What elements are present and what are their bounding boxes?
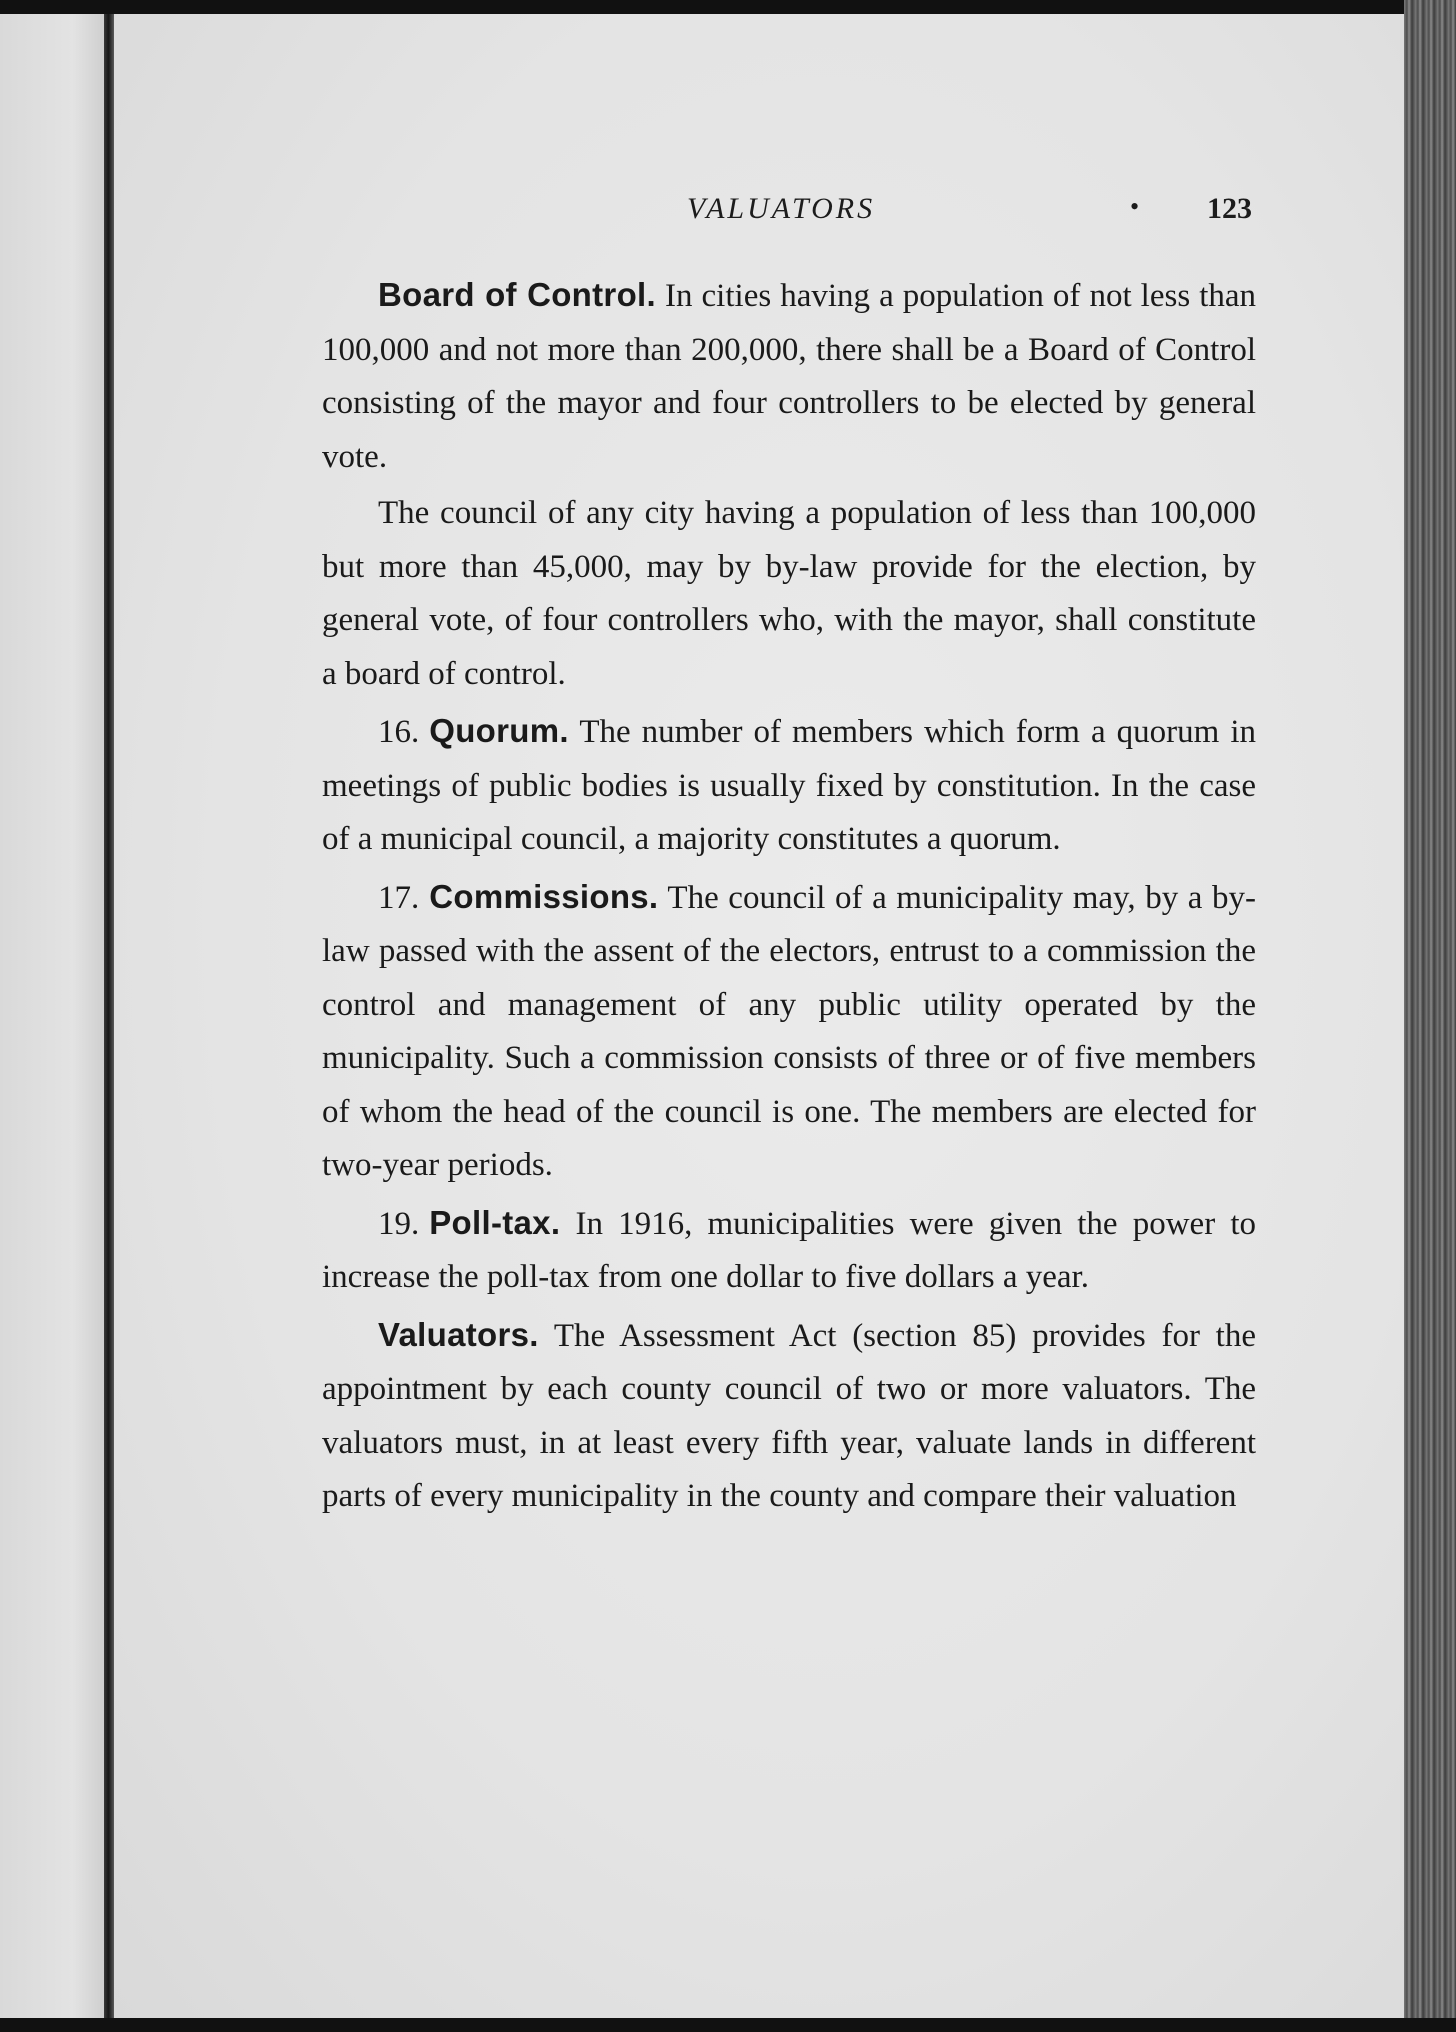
paragraph-text: The number of members which form a quorum in meetings of public bodies is usually fixed by constitution. In the case of a municipal council, a majority constitutes a quorum. <box>322 714 1257 857</box>
page-number: 123 <box>1207 192 1252 225</box>
section-heading: Poll-tax. <box>429 1203 561 1241</box>
paragraph-commissions <box>322 870 1256 1193</box>
section-heading: Board of Control. <box>378 276 656 313</box>
section-heading: Valuators. <box>378 1315 539 1353</box>
section-number: 16. <box>378 714 420 750</box>
paragraph-text: The council of a municipality may, by a by-law passed with the assent of the electors, entrust to a commission the control and management of any public utility operated by the municipality. Such a commission consists of three or of five members of whom the head of the council is one. The members are elected for two-year periods. <box>322 879 1257 1183</box>
running-head-separator: • <box>1130 192 1140 221</box>
section-number: 17. <box>378 879 420 916</box>
book-gutter <box>104 14 114 2018</box>
section-heading: Commissions. <box>429 877 659 915</box>
paragraph-valuators <box>322 1308 1256 1524</box>
paragraph-text: The council of any city having a population of less than 100,000 but more than 45,000, may by by-law provide for the election, by general vote, of four controllers who, with the mayor, shall constitute a board of control. <box>322 495 1256 692</box>
section-number: 19. <box>378 1205 420 1242</box>
running-head-title: VALUATORS <box>687 192 876 225</box>
paragraph-council-board <box>322 487 1256 701</box>
paragraph-text: The Assessment Act (section 85) provides for the appointment by each county council of two or more valuators. The valuators must, in at least every fifth year, valuate lands in different parts of every municipality in the county and compare their valuation <box>322 1317 1256 1514</box>
paragraph-text: In 1916, municipalities were given the power to increase the poll-tax from one dollar to five dollars a year. <box>322 1205 1256 1295</box>
paragraph-poll-tax <box>322 1196 1256 1305</box>
scan-top-border <box>0 0 1456 14</box>
left-page-edge <box>0 14 104 2018</box>
section-heading: Quorum. <box>429 712 569 749</box>
paragraph-board-of-control <box>322 268 1256 484</box>
paragraph-quorum <box>322 704 1256 867</box>
scan-bottom-border <box>0 2018 1456 2032</box>
paragraph-text: In cities having a population of not less than 100,000 and not more than 200,000, there shall be a Board of Control consisting of the mayor and four controllers to be elected by general vote. <box>322 278 1257 475</box>
running-head <box>322 192 1252 232</box>
page-stack-edge <box>1404 0 1456 2032</box>
page-body-text <box>322 268 1256 1524</box>
